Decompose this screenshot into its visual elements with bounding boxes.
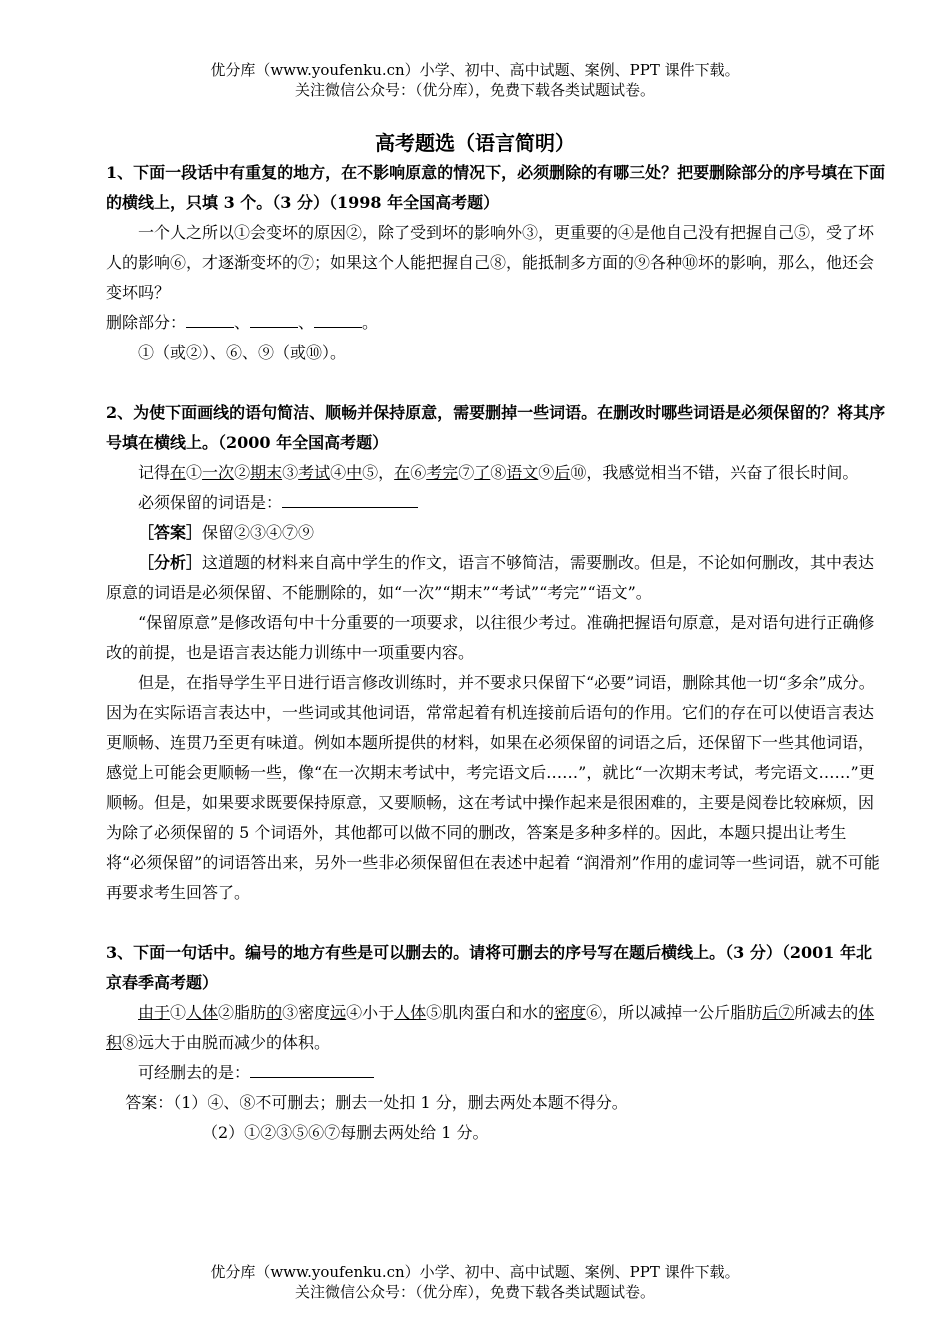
footer-line-1: 优分库（www.youfenku.cn）小学、初中、高中试题、案例、PPT 课件下载。	[210, 1263, 740, 1281]
answer-blank[interactable]	[282, 489, 418, 508]
page-header	[0, 60, 950, 100]
page-footer	[0, 1262, 950, 1302]
separator: 、	[298, 313, 315, 332]
answer-label: ［答案］	[138, 523, 203, 542]
question-2-prompt: 必须保留的词语是：	[138, 493, 283, 512]
question-3-stem: 3、下面一句话中。编号的地方有些是可以删去的。请将可删去的序号写在题后横线上。（3 分）（2001 年北京春季高考题）	[106, 943, 872, 992]
question-3-answer-2: （2）①②③⑤⑥⑦每删去两处给 1 分。	[202, 1123, 489, 1142]
question-1-passage: 一个人之所以①会变坏的原因②，除了受到坏的影响外③，更重要的④是他自己没有把握自己⑤，受了坏人的影响⑥，才逐渐变坏的⑦；如果这个人能把握自己⑧，能抵制多方面的⑨各种⑩坏的影响，那么，他还会变坏吗？	[106, 223, 875, 302]
header-line-1: 优分库（www.youfenku.cn）小学、初中、高中试题、案例、PPT 课件下载。	[210, 61, 740, 79]
question-1-answer-line	[106, 308, 886, 338]
question-1-stem: 1、下面一段话中有重复的地方，在不影响原意的情况下，必须删除的有哪三处？把要删除部分的序号填在下面的横线上，只填 3 个。（3 分）（1998 年全国高考题）	[106, 163, 886, 212]
analysis-label: ［分析］	[138, 553, 203, 572]
question-3-prompt: 可经删去的是：	[138, 1063, 251, 1082]
document-body	[106, 158, 886, 1148]
question-3-sentence: 由于①人体②脂肪的③密度远④小于人体⑤肌肉蛋白和水的密度⑥，所以减掉一公斤脂肪后⑦所减去的体积⑧远大于由脱而减少的体积。	[106, 1003, 875, 1052]
separator: 、	[234, 313, 251, 332]
question-2-sentence: 记得在①一次②期末③考试④中⑤，在⑥考完⑦了⑧语文⑨后⑩，我感觉相当不错，兴奋了很长时间。	[138, 463, 859, 482]
question-2-answer-line	[106, 488, 886, 518]
answer-blank-3[interactable]	[314, 309, 362, 328]
footer-line-2: 关注微信公众号：（优分库），免费下载各类试题试卷。	[294, 1283, 655, 1301]
header-line-2: 关注微信公众号：（优分库），免费下载各类试题试卷。	[294, 81, 655, 99]
answer-blank-1[interactable]	[186, 309, 234, 328]
analysis-paragraph-2: “保留原意”是修改语句中十分重要的一项要求，以往很少考过。准确把握语句原意，是对语句进行正确修改的前提，也是语言表达能力训练中一项重要内容。	[106, 613, 875, 662]
question-2-answer	[106, 518, 886, 548]
answer-blank[interactable]	[250, 1059, 374, 1078]
question-3-answer-line	[106, 1058, 886, 1088]
answer-text: 保留②③④⑦⑨	[202, 523, 315, 542]
analysis-paragraph-3: 但是，在指导学生平日进行语言修改训练时，并不要求只保留下“必要”词语，删除其他一切“多余”成分。因为在实际语言表达中，一些词或其他词语，常常起着有机连接前后语句的作用。它们的存在可以使语言表达更顺畅、连贯乃至更有味道。例如本题所提供的材料，如果在必须保留的词语之后，还保留下一些其他词语，感觉上可能会更顺畅一些，像“在一次期末考试中，考完语文后……”，就比“一次期末考试，考完语文……”更顺畅。但是，如果要求既要保持原意，又要顺畅，这在考试中操作起来是很困难的，主要是阅卷比较麻烦，因为除了必须保留的 5 个词语外，其他都可以做不同的删改，答案是多种多样的。因此，本题只提出让考生将“必须保留”的词语答出来，另外一些非必须保留但在表述中起着 “润滑剂”作用的虚词等一些词语，就不可能再要求考生回答了。	[106, 673, 880, 902]
answer-blank-2[interactable]	[250, 309, 298, 328]
question-2-stem: 2、为使下面画线的语句简洁、顺畅并保持原意，需要删掉一些词语。在删改时哪些词语是必须保留的？将其序号填在横线上。（2000 年全国高考题）	[106, 403, 886, 452]
question-3-answer-1: 答案：（1）④、⑧不可删去；删去一处扣 1 分，删去两处本题不得分。	[125, 1093, 628, 1112]
question-1-answer: ①（或②）、⑥、⑨（或⑩）。	[138, 343, 347, 362]
page-title: 高考题选（语言简明）	[375, 131, 575, 155]
analysis-paragraph-1: ［分析］这道题的材料来自高中学生的作文，语言不够简洁，需要删改。但是，不论如何删改，其中表达原意的词语是必须保留、不能删除的，如“一次”“期末”“考试”“考完”“语文”。	[106, 553, 875, 602]
question-1-prompt: 删除部分：	[106, 313, 187, 332]
line-end: 。	[362, 313, 379, 332]
